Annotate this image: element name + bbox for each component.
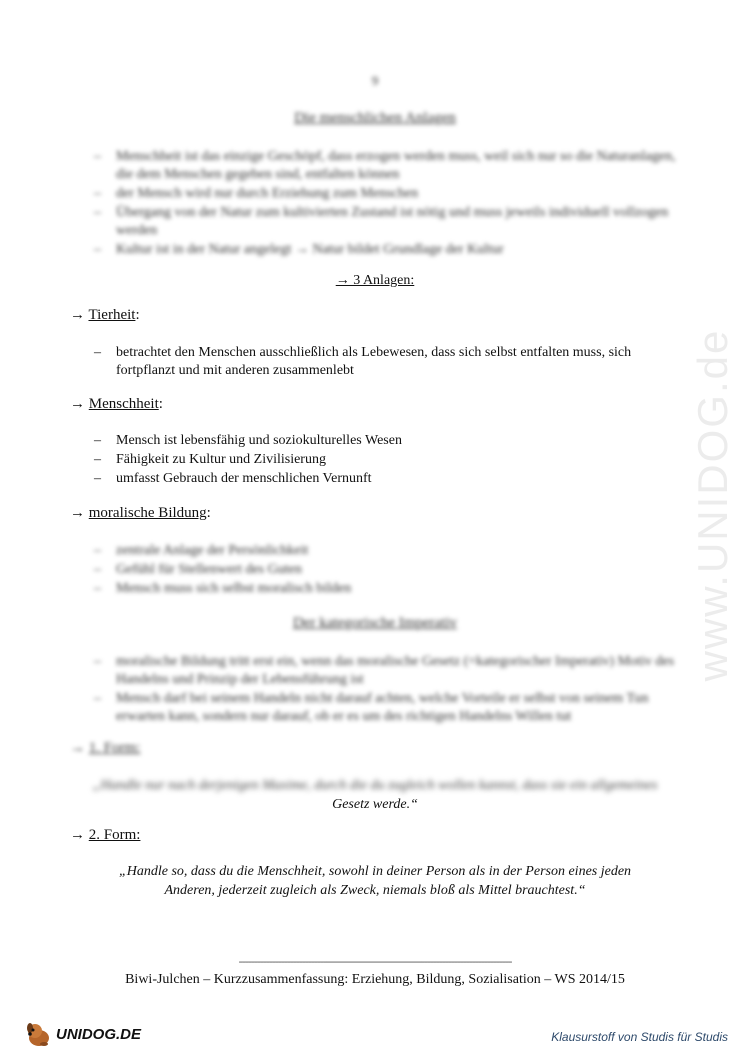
unidog-logo[interactable] [24,1018,141,1050]
moral-label [70,505,211,522]
form2-quote [70,862,680,900]
footer-rule: ------------------------------------------------------------------------------------------- [238,954,512,968]
list-item-text: zentrale Anlage der Persönlichkeit [116,543,309,558]
list-item-text: Mensch muss sich selbst moralisch bilden [116,581,352,596]
tierheit-label [70,307,140,324]
list-item [94,653,684,689]
list-item [94,204,684,240]
menschheit-list [94,432,684,489]
bullet-dash: – [94,242,101,257]
tierheit-list [94,344,684,381]
bullet-dash: – [94,691,101,706]
list-item [94,690,684,726]
list-item-text: Mensch ist lebensfähig und soziokulturelles Wesen [116,433,402,448]
list-item [94,241,684,259]
list-item [94,451,684,469]
colon: : [158,396,163,412]
list-item [94,344,684,380]
arrow: → [70,740,89,756]
moral-text: moralische Bildung [88,505,207,521]
section-title-imperativ: Der kategorische Imperativ [292,615,458,631]
tierheit-text: Tierheit [88,307,136,323]
list-item [94,561,684,579]
colon: : [135,307,140,323]
list-item [94,432,684,450]
form1-quote-line1: „Handle nur nach derjenigen Maxime, durch die du zugleich wollen kannst, dass sie ein allgemeines [92,778,658,793]
colon: : [206,505,211,521]
list-item-text: Mensch darf bei seinem Handeln nicht darauf achten, welche Vorteile er selbst von seinem Tun erwarten kann, sondern nur darauf, ob er es um des richtigen Handelns Willen tut [116,691,649,724]
list-item [94,542,684,560]
form2-label [70,827,140,844]
footer-text: Biwi-Julchen – Kurzzusammenfassung: Erziehung, Bildung, Sozialisation – WS 2014/15 [125,972,625,987]
bullet-dash: – [94,433,101,448]
list-item [94,470,684,488]
bullet-dash: – [94,654,101,669]
bullet-dash: – [94,205,101,220]
bullet-dash: – [94,149,101,164]
menschheit-text: Menschheit [88,396,159,412]
form2-quote-line1: „Handle so, dass du die Menschheit, sowohl in deiner Person als in der Person eines jeden [118,864,632,879]
form2-quote-line2: Anderen, jederzeit zugleich als Zweck, niemals bloß als Mittel brauchtest.“ [164,883,586,898]
bullet-dash: – [94,452,101,467]
bullet-dash: – [94,186,101,201]
section-title-anlagen: Die menschlichen Anlagen [294,110,456,126]
form2-text: 2. Form: [88,827,141,843]
list-item-text: betrachtet den Menschen ausschließlich als Lebewesen, dass sich selbst entfalten muss, sich fortpflanzt und mit anderen zusammenlebt [116,345,632,378]
arrow: → [70,307,89,323]
imperativ-list [94,653,684,727]
list-item-text: Menschheit ist das einzige Geschöpf, dass erzogen werden muss, weil sich nur so die Naturanlagen, die dem Menschen gegeben sind, entfalten können [116,149,676,182]
page-number: 9 [371,73,379,88]
arrow: → [70,827,89,843]
list-item-text: Fähigkeit zu Kultur und Zivilisierung [116,452,326,467]
list-item [94,580,684,598]
anlagen-count-heading: → 3 Anlagen: [335,273,415,288]
list-item-text: Gefühl für Stellenwert des Guten [116,562,302,577]
menschheit-label [70,396,163,413]
form1-quote-line2: Gesetz werde.“ [332,797,418,812]
form1-quote [70,776,680,814]
list-item-text: der Mensch wird nur durch Erziehung zum Menschen [116,186,419,201]
list-item-text: Übergang von der Natur zum kultivierten Zustand ist nötig und muss jeweils individuell vollzogen werden [116,205,669,238]
bullet-dash: – [94,543,101,558]
anlagen-intro-list [94,148,684,260]
logo-text: UNIDOG.DE [56,1025,142,1043]
arrow: → [70,505,89,521]
moral-list [94,542,684,599]
list-item [94,185,684,203]
bullet-dash: – [94,562,101,577]
form1-label [70,740,140,757]
list-item [94,148,684,184]
watermark: www.UNIDOG.de [689,328,736,682]
list-item-text: moralische Bildung tritt erst ein, wenn das moralische Gesetz (=kategorischer Imperativ) Motiv des Handelns und Prinzip der Lebensführung ist [116,654,675,687]
list-item-text: umfasst Gebrauch der menschlichen Vernunft [116,471,372,486]
bullet-dash: – [94,471,101,486]
list-item-text: Kultur ist in der Natur angelegt → Natur bildet Grundlage der Kultur [116,242,504,257]
form1-text: 1. Form: [88,740,141,756]
bullet-dash: – [94,345,101,360]
claim: Klausurstoff von Studis für Studis [551,1030,728,1044]
arrow: → [70,396,89,412]
bullet-dash: – [94,581,101,596]
dog-icon [24,1019,54,1049]
